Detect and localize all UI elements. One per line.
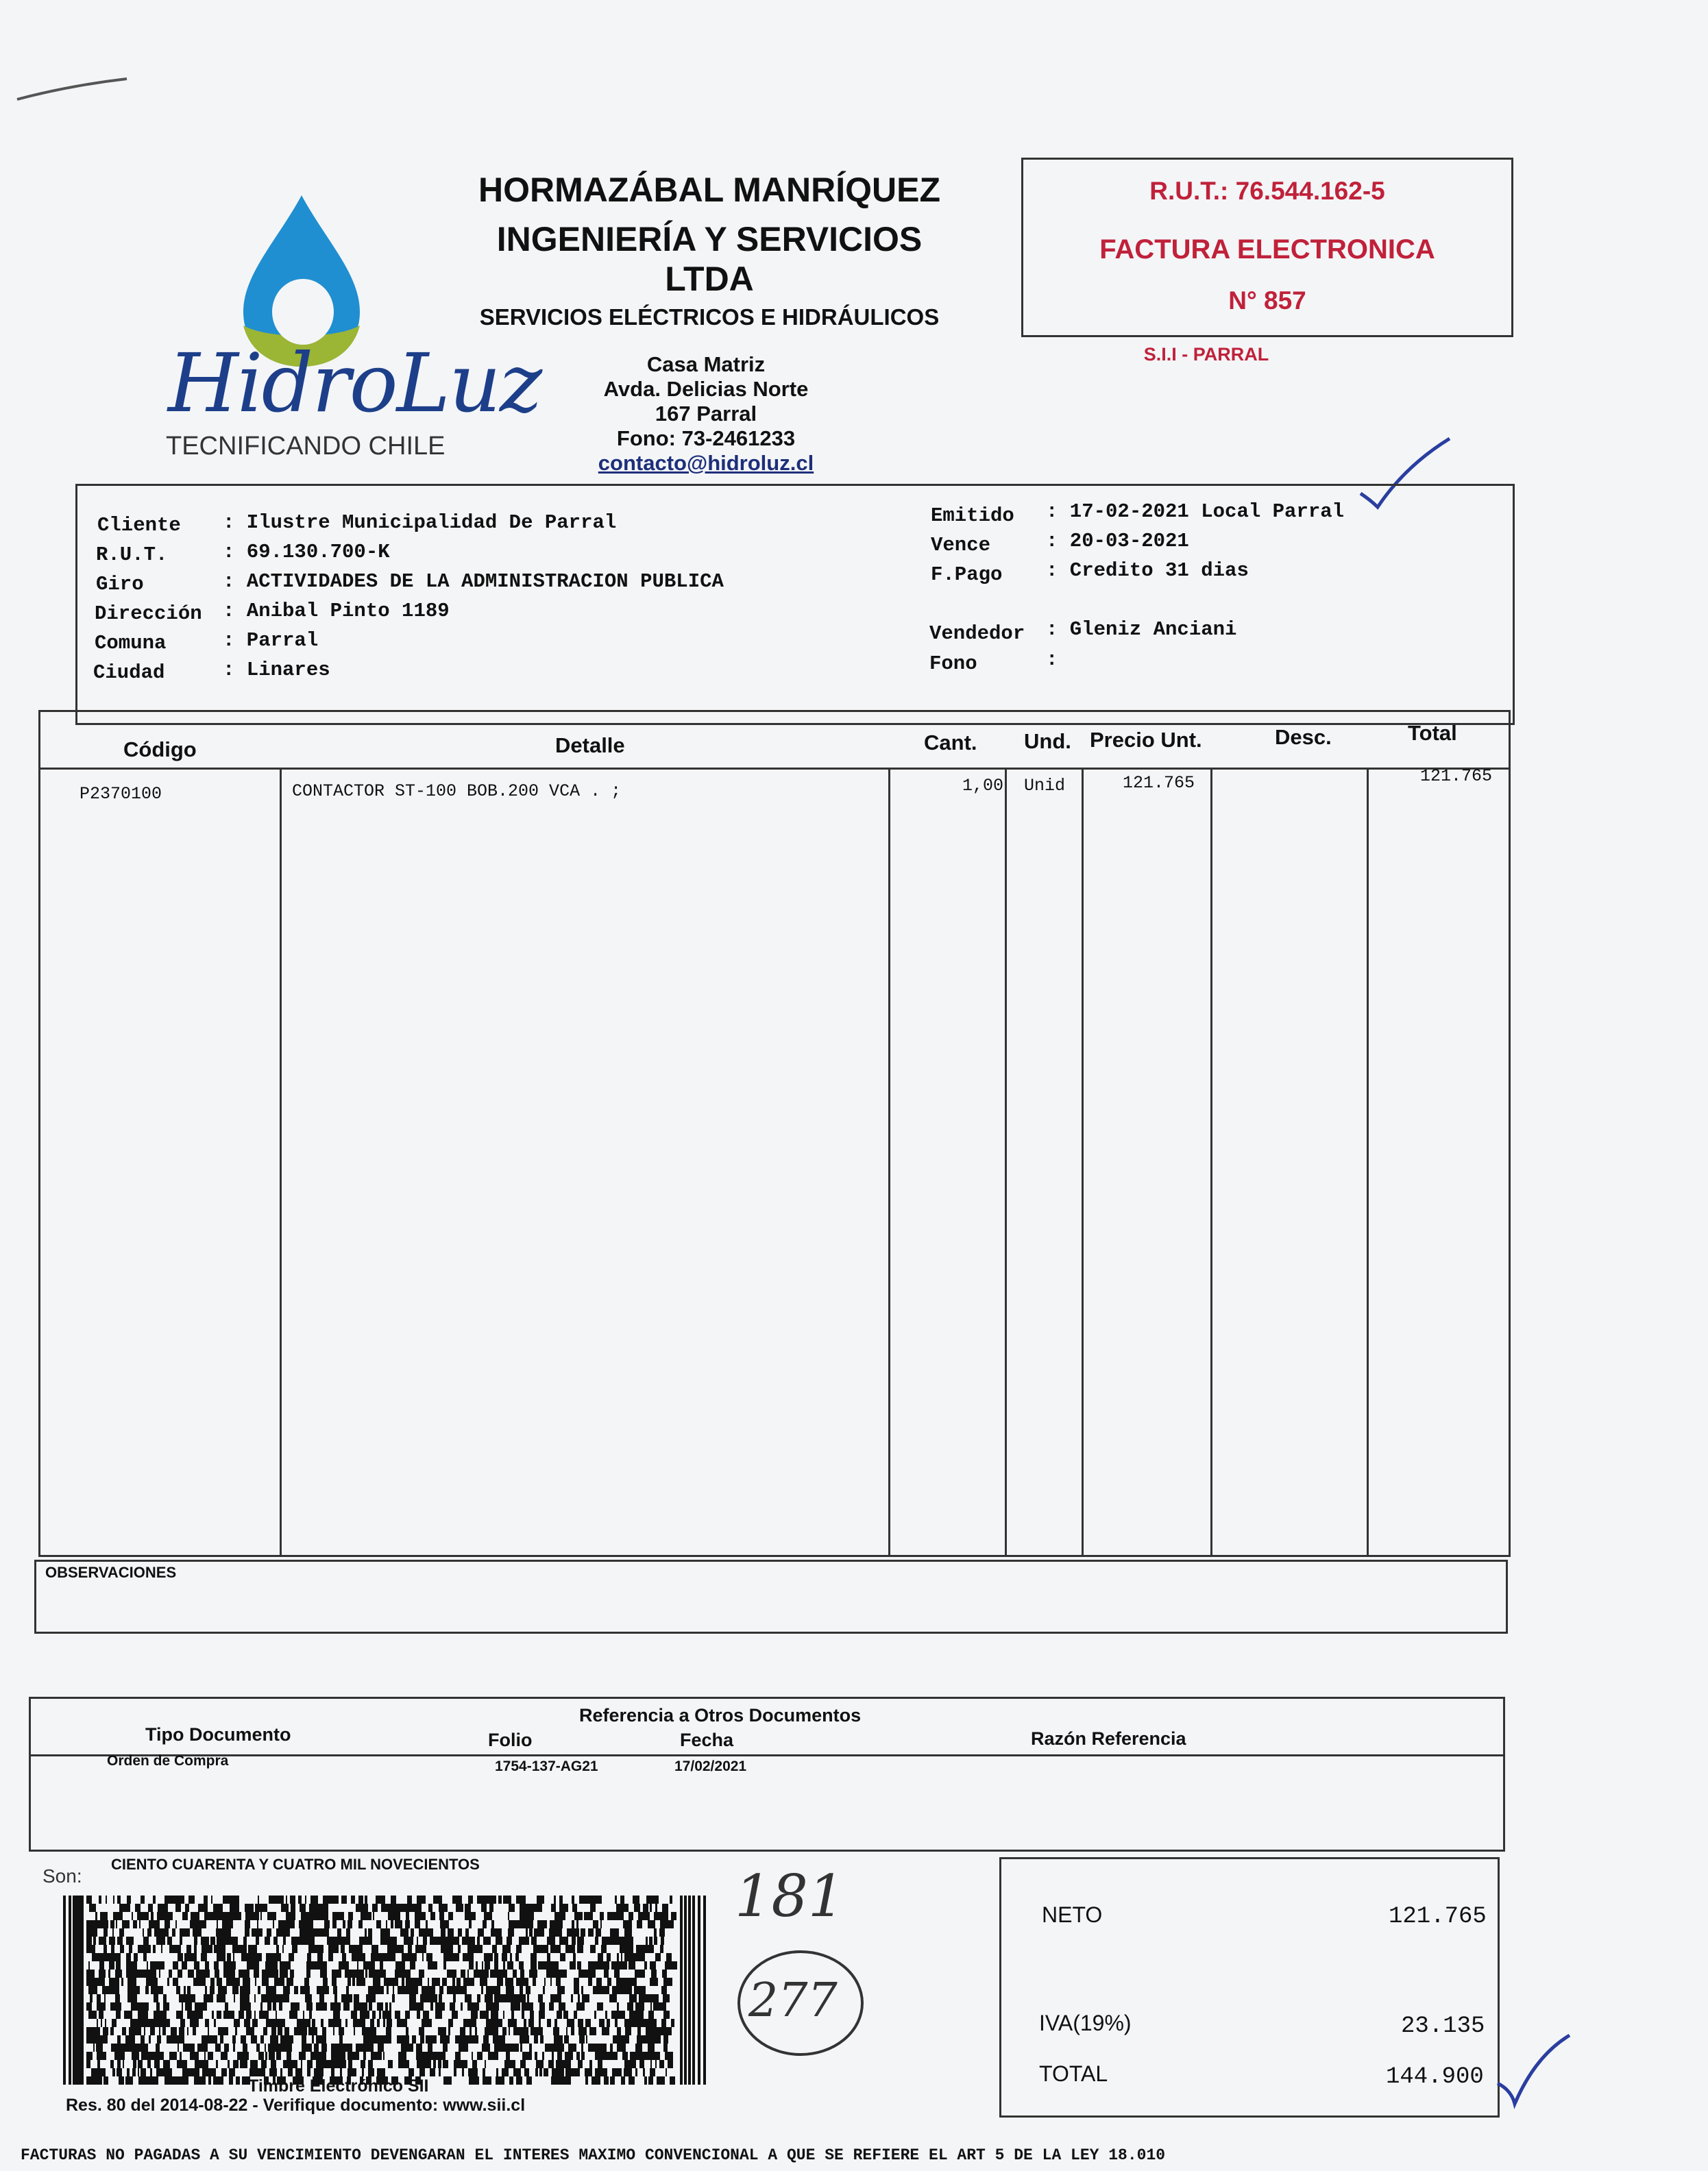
ref-header-razon: Razón Referencia: [1031, 1728, 1186, 1749]
item-cant: 1,00: [962, 776, 1004, 796]
invoice-rut: R.U.T.: 76.544.162-5: [1149, 177, 1385, 205]
client-label-ciudad: Ciudad: [93, 661, 165, 684]
client-label-direccion: Dirección: [95, 602, 202, 625]
handwritten-note-2: 277: [748, 1974, 838, 2028]
col-header-codigo: Código: [123, 737, 197, 761]
company-logo: [158, 192, 541, 466]
company-phone: Fono: 73-2461233: [616, 426, 796, 450]
client-label-giro: Giro: [96, 573, 144, 596]
client-label-cliente: Cliente: [97, 514, 181, 537]
company-address-1: Avda. Delicias Norte: [603, 377, 809, 401]
col-header-desc: Desc.: [1275, 725, 1332, 749]
iva-value: 23.135: [1401, 2013, 1485, 2039]
date-value-emitido: : 17-02-2021 Local Parral: [1046, 500, 1345, 523]
ref-header-fecha: Fecha: [680, 1730, 734, 1750]
col-divider: [280, 768, 282, 1557]
invoice-number: N° 857: [1228, 286, 1306, 315]
son-label: Son:: [42, 1865, 82, 1887]
col-header-cant: Cant.: [924, 731, 977, 755]
ref-header-folio: Folio: [488, 1730, 533, 1750]
iva-label: IVA(19%): [1039, 2011, 1132, 2035]
company-office: Casa Matriz: [646, 352, 766, 376]
col-divider: [1367, 768, 1369, 1557]
date-label-fpago: F.Pago: [931, 563, 1003, 586]
item-und: Unid: [1024, 776, 1066, 796]
invoice-sii: S.I.I - PARRAL: [1143, 344, 1269, 365]
date-value-fono: :: [1046, 648, 1058, 671]
item-codigo: P2370100: [80, 784, 162, 804]
items-header-divider: [38, 768, 1511, 770]
observaciones-box: [34, 1560, 1508, 1634]
ref-tipo: Orden de Compra: [107, 1753, 229, 1769]
company-email-link[interactable]: contacto@hidroluz.cl: [598, 451, 814, 475]
ref-header-tipo: Tipo Documento: [145, 1724, 291, 1745]
client-value-cliente: : Ilustre Municipalidad De Parral: [223, 511, 617, 534]
client-label-comuna: Comuna: [95, 632, 167, 654]
items-table: [38, 710, 1511, 1557]
sii-barcode: [63, 1896, 707, 2085]
barcode-pattern: [63, 1896, 707, 2085]
col-divider: [1082, 768, 1084, 1557]
ref-folio: 1754-137-AG21: [495, 1758, 598, 1774]
stamp-label: Timbre Electrónico SII: [248, 2076, 429, 2096]
client-value-rut: : 69.130.700-K: [223, 541, 390, 563]
neto-value: 121.765: [1389, 1904, 1487, 1930]
date-label-vence: Vence: [931, 534, 991, 556]
col-divider: [1005, 768, 1007, 1557]
item-precio: 121.765: [1123, 773, 1195, 793]
company-address-2: 167 Parral: [655, 402, 757, 426]
logo-wordmark: HidroLuz: [168, 336, 541, 430]
client-value-giro: : ACTIVIDADES DE LA ADMINISTRACION PUBLICA: [223, 570, 724, 593]
date-value-vendedor: : Gleniz Anciani: [1046, 618, 1237, 641]
date-label-fono: Fono: [929, 652, 977, 675]
client-value-comuna: : Parral: [223, 629, 319, 652]
total-label: TOTAL: [1039, 2061, 1108, 2086]
checkmark-icon: [1494, 2028, 1576, 2111]
company-name-line1: HORMAZÁBAL MANRÍQUEZ: [478, 171, 941, 209]
date-label-vendedor: Vendedor: [929, 622, 1025, 645]
col-divider: [888, 768, 890, 1557]
item-detalle: CONTACTOR ST-100 BOB.200 VCA . ;: [292, 781, 622, 801]
references-header-divider: [29, 1754, 1505, 1756]
col-header-und: Und.: [1024, 729, 1071, 753]
footer-legal-note: FACTURAS NO PAGADAS A SU VENCIMIENTO DEVENGARAN EL INTERES MAXIMO CONVENCIONAL A QUE SE REFIERE EL ART 5 DE LA LEY 18.010: [21, 2146, 1166, 2164]
son-amount-words: CIENTO CUARENTA Y CUATRO MIL NOVECIENTOS: [111, 1856, 480, 1873]
company-name-line2: INGENIERÍA Y SERVICIOS LTDA: [496, 220, 923, 298]
company-services: SERVICIOS ELÉCTRICOS E HIDRÁULICOS: [479, 304, 940, 330]
date-label-emitido: Emitido: [931, 504, 1014, 527]
col-header-precio: Precio Unt.: [1090, 728, 1202, 752]
client-label-rut: R.U.T.: [96, 543, 168, 566]
total-value: 144.900: [1386, 2064, 1484, 2090]
invoice-type: FACTURA ELECTRONICA: [1099, 234, 1435, 265]
item-total: 121.765: [1420, 766, 1493, 786]
references-title: Referencia a Otros Documentos: [579, 1705, 862, 1726]
handwritten-note-1: 181: [735, 1863, 845, 1930]
col-header-total: Total: [1408, 721, 1457, 745]
ref-fecha: 17/02/2021: [674, 1758, 747, 1774]
date-value-fpago: : Credito 31 dias: [1046, 559, 1249, 582]
client-value-direccion: : Anibal Pinto 1189: [223, 600, 450, 622]
pen-mark: [14, 69, 130, 110]
col-header-detalle: Detalle: [555, 733, 625, 757]
stamp-resolution: Res. 80 del 2014-08-22 - Verifique documento: www.sii.cl: [66, 2096, 526, 2115]
observaciones-label: OBSERVACIONES: [45, 1564, 177, 1581]
date-value-vence: : 20-03-2021: [1046, 530, 1189, 552]
client-value-ciudad: : Linares: [223, 659, 330, 681]
col-divider: [1210, 768, 1212, 1557]
logo-tagline: TECNIFICANDO CHILE: [166, 432, 446, 461]
neto-label: NETO: [1042, 1902, 1103, 1927]
